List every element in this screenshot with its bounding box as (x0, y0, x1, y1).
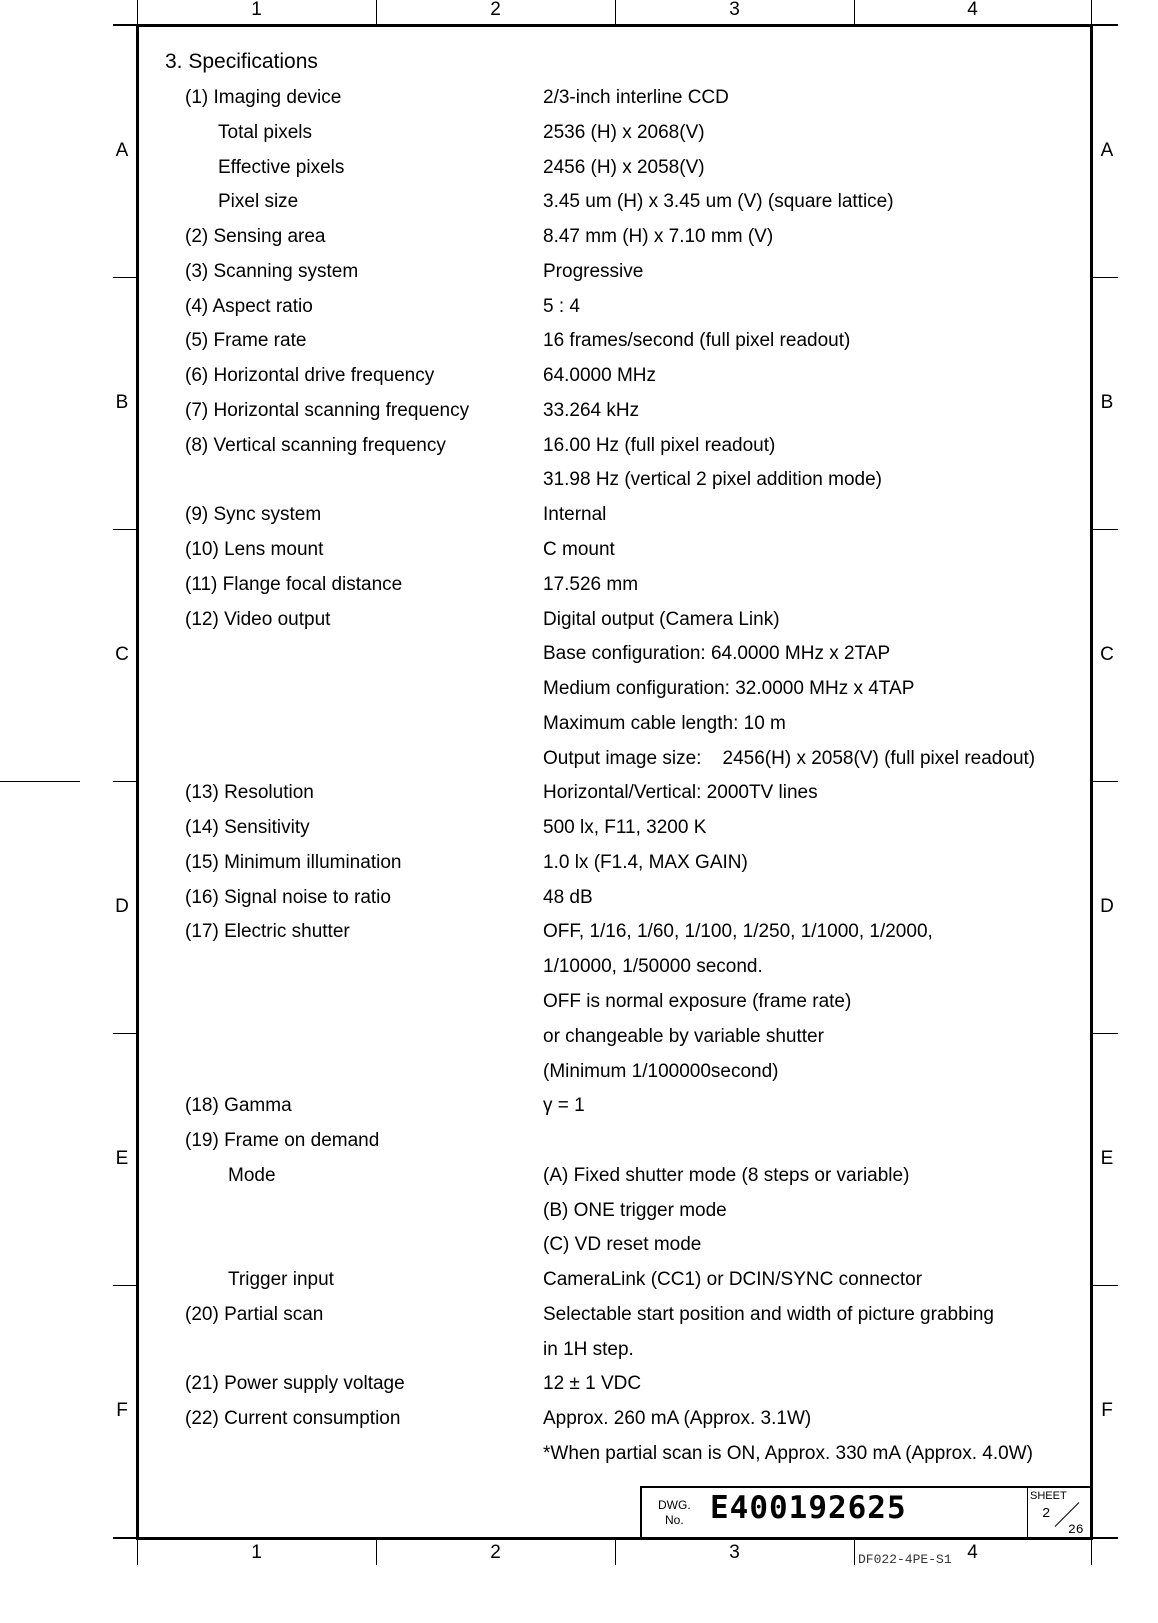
spec-value: Selectable start position and width of picture grabbing (543, 1303, 994, 1325)
row-label-right: C (1100, 644, 1114, 665)
spec-value: 3.45 um (H) x 3.45 um (V) (square lattice) (543, 191, 894, 213)
spec-label: (15) Minimum illumination (185, 851, 402, 873)
spec-value: 2/3-inch interline CCD (543, 87, 729, 108)
title-block (640, 1486, 1090, 1538)
row-label-left: E (115, 1148, 129, 1169)
spec-value: 500 lx, F11, 3200 K (543, 817, 707, 839)
spec-value: (A) Fixed shutter mode (8 steps or variable) (543, 1164, 910, 1186)
spec-value: Maximum cable length: 10 m (543, 712, 786, 734)
row-label-right: A (1100, 140, 1114, 161)
spec-value: (B) ONE trigger mode (543, 1199, 727, 1221)
spec-label: Total pixels (218, 121, 312, 143)
spec-label: (18) Gamma (185, 1095, 292, 1117)
row-label-left: D (115, 896, 129, 917)
spec-label: (20) Partial scan (185, 1303, 324, 1325)
spec-label: (12) Video output (185, 608, 331, 630)
spec-value: 2536 (H) x 2068(V) (543, 121, 705, 143)
spec-label: (3) Scanning system (185, 260, 359, 282)
form-code: DF022-4PE-S1 (858, 1552, 952, 1567)
spec-value: C mount (543, 539, 615, 560)
column-divider-top (376, 0, 377, 25)
spec-value: OFF is normal exposure (frame rate) (543, 991, 852, 1013)
column-divider-bottom (615, 1538, 616, 1565)
spec-value: 5 : 4 (543, 295, 580, 317)
row-label-left: A (115, 140, 129, 161)
spec-label: (21) Power supply voltage (185, 1373, 405, 1395)
column-divider-bottom (1091, 1538, 1092, 1565)
column-label-top: 3 (729, 0, 740, 20)
spec-label: (8) Vertical scanning frequency (185, 434, 446, 456)
column-label-bottom: 2 (490, 1542, 501, 1563)
row-label-right: E (1100, 1148, 1114, 1169)
column-label-top: 4 (967, 0, 978, 20)
spec-value: γ = 1 (543, 1095, 585, 1117)
drawing-number: E400192625 (710, 1490, 907, 1526)
row-tick-right (1091, 529, 1118, 530)
column-divider-bottom (376, 1538, 377, 1565)
spec-value: *When partial scan is ON, Approx. 330 mA (Approx. 4.0W) (543, 1443, 1033, 1465)
spec-value: 31.98 Hz (vertical 2 pixel addition mode) (543, 469, 883, 491)
spec-label: (16) Signal noise to ratio (185, 886, 391, 908)
spec-value: 17.526 mm (543, 573, 639, 595)
column-label-top: 1 (251, 0, 262, 20)
row-label-right: B (1100, 392, 1114, 413)
row-tick-left (113, 1285, 137, 1286)
spec-value: Progressive (543, 260, 644, 282)
spec-value: in 1H step. (543, 1338, 634, 1360)
spec-label: (19) Frame on demand (185, 1130, 380, 1152)
column-divider-top (854, 0, 855, 25)
sheet-label: SHEET (1030, 1490, 1067, 1502)
spec-label: Pixel size (218, 191, 299, 213)
sheet-box (1027, 1488, 1091, 1538)
spec-value: 16.00 Hz (full pixel readout) (543, 434, 776, 456)
spec-value: CameraLink (CC1) or DCIN/SYNC connector (543, 1269, 923, 1291)
spec-label: (17) Electric shutter (185, 921, 350, 943)
spec-label: (10) Lens mount (185, 539, 324, 560)
spec-label: (14) Sensitivity (185, 817, 310, 839)
spec-label: (13) Resolution (185, 782, 314, 804)
column-label-bottom: 4 (967, 1542, 978, 1563)
row-label-right: F (1101, 1400, 1113, 1421)
spec-value: or changeable by variable shutter (543, 1025, 824, 1047)
spec-label: Trigger input (228, 1269, 334, 1291)
dwg-label-line1: DWG. (658, 1498, 691, 1512)
column-divider-top (137, 0, 138, 25)
spec-value: 48 dB (543, 886, 593, 908)
spec-value: 1.0 lx (F1.4, MAX GAIN) (543, 851, 748, 873)
spec-value: Digital output (Camera Link) (543, 608, 780, 630)
sheet-total: 26 (1068, 1522, 1084, 1537)
spec-label: (4) Aspect ratio (185, 295, 313, 317)
spec-value: Approx. 260 mA (Approx. 3.1W) (543, 1408, 812, 1430)
spec-value: Base configuration: 64.0000 MHz x 2TAP (543, 643, 891, 665)
row-tick-left (113, 529, 137, 530)
spec-value: 33.264 kHz (543, 399, 640, 421)
column-divider-top (1091, 0, 1092, 25)
spec-value: 2456 (H) x 2058(V) (543, 156, 705, 178)
spec-label: (11) Flange focal distance (185, 573, 403, 595)
row-tick-left (113, 277, 137, 278)
spec-label: (6) Horizontal drive frequency (185, 365, 435, 387)
column-label-bottom: 1 (251, 1542, 262, 1563)
dwg-label-line2: No. (664, 1513, 684, 1527)
spec-value: 64.0000 MHz (543, 365, 657, 387)
center-mark-left (0, 781, 80, 782)
spec-value: Internal (543, 504, 607, 526)
column-divider-top (615, 0, 616, 25)
row-tick-right (1091, 781, 1118, 782)
column-label-top: 2 (490, 0, 501, 20)
row-tick-right (1091, 1033, 1118, 1034)
spec-label: (7) Horizontal scanning frequency (185, 399, 470, 421)
dwg-label (658, 1498, 691, 1528)
spec-value: 12 ± 1 VDC (543, 1373, 642, 1395)
spec-value: Horizontal/Vertical: 2000TV lines (543, 782, 818, 804)
row-label-left: B (115, 392, 129, 413)
spec-label: Effective pixels (218, 156, 345, 178)
spec-value: 1/10000, 1/50000 second. (543, 956, 763, 978)
spec-value: (C) VD reset mode (543, 1234, 702, 1256)
spec-label: (22) Current consumption (185, 1408, 401, 1430)
column-divider-bottom (137, 1538, 138, 1565)
spec-value: OFF, 1/16, 1/60, 1/100, 1/250, 1/1000, 1/2000, (543, 921, 933, 943)
column-label-bottom: 3 (729, 1542, 740, 1563)
spec-value: 8.47 mm (H) x 7.10 mm (V) (543, 226, 774, 248)
row-tick-right (1091, 277, 1118, 278)
spec-value: Medium configuration: 32.0000 MHz x 4TAP (543, 678, 915, 700)
row-label-right: D (1100, 896, 1114, 917)
column-divider-bottom (854, 1538, 855, 1565)
spec-value: Output image size: 2456(H) x 2058(V) (full pixel readout) (543, 747, 1036, 769)
spec-label: (5) Frame rate (185, 330, 307, 352)
spec-label: Mode (228, 1164, 276, 1186)
spec-label: (1) Imaging device (185, 87, 342, 108)
sheet-current: 2 (1042, 1506, 1051, 1522)
spec-label: (2) Sensing area (185, 226, 326, 248)
spec-label: (9) Sync system (185, 504, 322, 526)
row-tick-left (113, 1033, 137, 1034)
row-tick-left (113, 781, 137, 782)
section-title: 3. Specifications (165, 50, 318, 73)
spec-value: (Minimum 1/100000second) (543, 1060, 779, 1082)
row-tick-right (1091, 1285, 1118, 1286)
row-label-left: F (116, 1400, 128, 1421)
row-label-left: C (115, 644, 129, 665)
spec-value: 16 frames/second (full pixel readout) (543, 330, 851, 352)
